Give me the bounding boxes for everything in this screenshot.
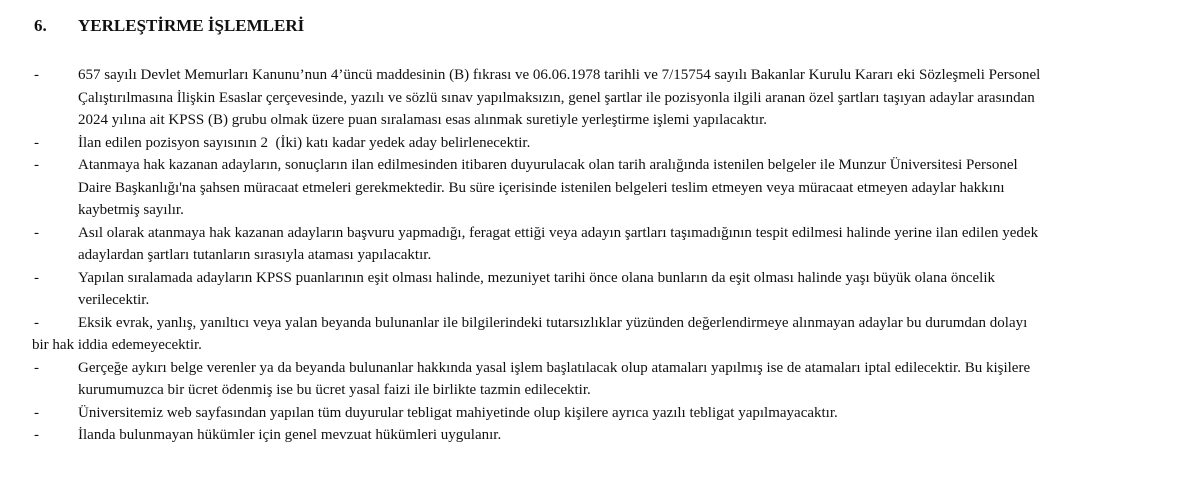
section-number: 6. bbox=[34, 16, 47, 35]
text-line: adaylardan şartları tutanların sırasıyla ataması yapılacaktır. bbox=[78, 247, 432, 263]
list-item-text bbox=[78, 154, 1192, 222]
text-line: Asıl olarak atanmaya hak kazanan adayların başvuru yapmadığı, feragat ettiği veya adayın şartları taşımadığının tespit edilmesi halinde yerine ilan edilen yedek bbox=[78, 224, 1039, 241]
rules-list bbox=[0, 64, 1200, 447]
bullet-dash: - bbox=[34, 67, 39, 83]
bullet-dash: - bbox=[34, 427, 39, 443]
list-item-text bbox=[78, 132, 1192, 155]
bullet-dash: - bbox=[34, 134, 39, 151]
text-line: bir hak iddia edemeyecektir. bbox=[32, 337, 202, 353]
list-item-text bbox=[78, 402, 1192, 425]
text-line: 2024 yılına ait KPSS (B) grubu olmak üzere puan sıralaması esas alınmak suretiyle yerleştirme işlemi yapılacaktır. bbox=[78, 112, 767, 128]
list-item bbox=[0, 402, 1200, 425]
list-item-text bbox=[78, 222, 1192, 267]
list-item-text bbox=[78, 267, 1192, 312]
bullet-dash: - bbox=[34, 404, 39, 421]
list-item-text bbox=[78, 424, 1192, 447]
list-item-text bbox=[78, 64, 1192, 132]
list-item bbox=[0, 132, 1200, 155]
bullet-dash: - bbox=[34, 314, 39, 331]
text-line: Eksik evrak, yanlış, yanıltıcı veya yalan beyanda bulunanlar ile bilgilerindeki tutarsızlıklar yüzünden değerlendirmeye alınmayan adaylar bu durumdan dolayı bbox=[78, 314, 1028, 331]
text-line: İlanda bulunmayan hükümler için genel mevzuat hükümleri uygulanır. bbox=[78, 427, 502, 443]
text-line: kaybetmiş sayılır. bbox=[78, 202, 184, 218]
text-line: Üniversitemiz web sayfasından yapılan tüm duyurular tebligat mahiyetinde olup kişilere ayrıca yazılı tebligat yapılmayacaktır. bbox=[78, 404, 838, 421]
text-line: İlan edilen pozisyon sayısının 2 (İki) katı kadar yedek aday belirlenecektir. bbox=[78, 134, 531, 151]
list-item bbox=[0, 267, 1200, 312]
list-item bbox=[0, 222, 1200, 267]
list-item-text bbox=[78, 357, 1192, 402]
list-item bbox=[0, 154, 1200, 222]
text-line: Gerçeğe aykırı belge verenler ya da beyanda bulunanlar hakkında yasal işlem başlatılacak olup atamaları yapılmış ise de atamaları iptal edilecektir. Bu kişilere bbox=[78, 359, 1031, 376]
list-item bbox=[0, 312, 1200, 357]
text-line: Yapılan sıralamada adayların KPSS puanlarının eşit olması halinde, mezuniyet tarihi önce olana bunların da eşit olması halinde yaşı büyük olana öncelik bbox=[78, 269, 995, 286]
text-line: Çalıştırılmasına İlişkin Esaslar çerçevesinde, yazılı ve sözlü sınav yapılmaksızın, genel şartlar ile pozisyonla ilgili aranan özel şartları taşıyan adaylar arasından bbox=[78, 89, 1035, 106]
section-title: YERLEŞTİRME İŞLEMLERİ bbox=[78, 16, 305, 35]
text-line: kurumumuzca bir ücret ödenmiş ise bu ücret yasal faizi ile birlikte tazmin edilecektir. bbox=[78, 382, 591, 398]
list-item bbox=[0, 424, 1200, 447]
bullet-dash: - bbox=[34, 224, 39, 241]
text-line: verilecektir. bbox=[78, 292, 150, 308]
bullet-dash: - bbox=[34, 269, 39, 286]
bullet-dash: - bbox=[34, 359, 39, 376]
text-line: Daire Başkanlığı'na şahsen müracaat etmeleri gerekmektedir. Bu süre içerisinde istenilen belgeleri teslim etmeyen veya müracaat etmeyen adaylar hakkını bbox=[78, 179, 1005, 196]
text-line: 657 sayılı Devlet Memurları Kanunu’nun 4’üncü maddesinin (B) fıkrası ve 06.06.1978 tarihli ve 7/15754 sayılı Bakanlar Kurulu Kararı eki Sözleşmeli Personel bbox=[78, 67, 1041, 83]
bullet-dash: - bbox=[34, 157, 39, 173]
list-item bbox=[0, 357, 1200, 402]
list-item-text bbox=[32, 312, 1192, 357]
text-line: Atanmaya hak kazanan adayların, sonuçların ilan edilmesinden itibaren duyurulacak olan tarih aralığında istenilen belgeler ile Munzur Üniversitesi Personel bbox=[78, 157, 1018, 173]
list-item bbox=[0, 64, 1200, 132]
